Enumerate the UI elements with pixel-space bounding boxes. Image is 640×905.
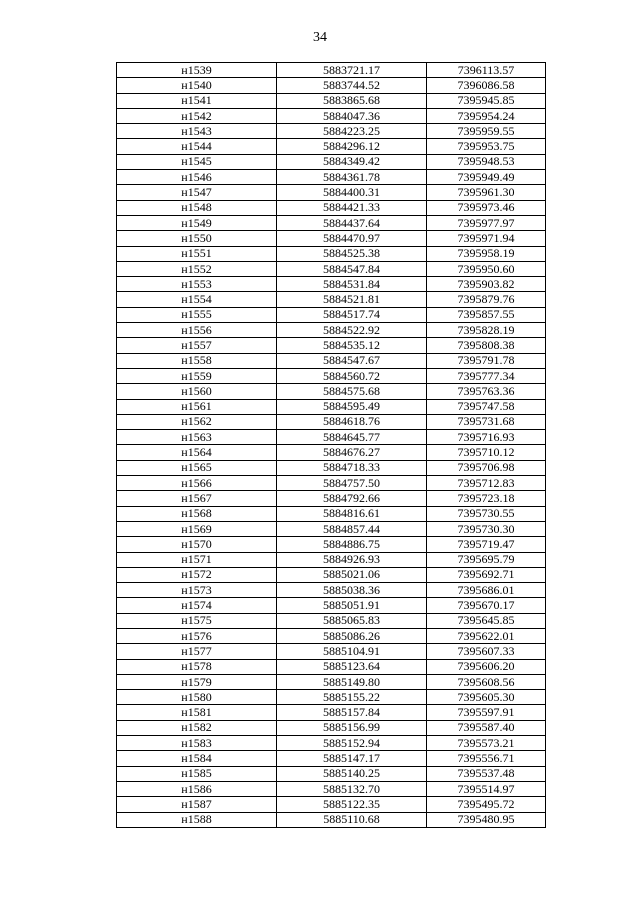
- point-id-cell: н1544: [117, 139, 277, 154]
- table-row: [117, 690, 546, 705]
- point-id-cell: н1540: [117, 78, 277, 93]
- coordinates-table-body: [117, 63, 546, 828]
- point-id-cell: н1585: [117, 766, 277, 781]
- table-row: [117, 63, 546, 78]
- point-id-cell: н1576: [117, 628, 277, 643]
- table-row: [117, 124, 546, 139]
- point-id-cell: н1582: [117, 720, 277, 735]
- x-coordinate-cell: 5884718.33: [277, 460, 427, 475]
- table-row: [117, 78, 546, 93]
- table-row: [117, 567, 546, 582]
- x-coordinate-cell: 5884645.77: [277, 430, 427, 445]
- point-id-cell: н1578: [117, 659, 277, 674]
- x-coordinate-cell: 5884575.68: [277, 384, 427, 399]
- x-coordinate-cell: 5884886.75: [277, 537, 427, 552]
- point-id-cell: н1561: [117, 399, 277, 414]
- y-coordinate-cell: 7395959.55: [427, 124, 546, 139]
- point-id-cell: н1539: [117, 63, 277, 78]
- y-coordinate-cell: 7395597.91: [427, 705, 546, 720]
- x-coordinate-cell: 5884857.44: [277, 521, 427, 536]
- table-row: [117, 445, 546, 460]
- table-row: [117, 812, 546, 827]
- y-coordinate-cell: 7395607.33: [427, 644, 546, 659]
- x-coordinate-cell: 5885157.84: [277, 705, 427, 720]
- point-id-cell: н1581: [117, 705, 277, 720]
- x-coordinate-cell: 5884525.38: [277, 246, 427, 261]
- y-coordinate-cell: 7395695.79: [427, 552, 546, 567]
- y-coordinate-cell: 7395948.53: [427, 154, 546, 169]
- table-row: [117, 644, 546, 659]
- y-coordinate-cell: 7395730.55: [427, 506, 546, 521]
- x-coordinate-cell: 5885051.91: [277, 598, 427, 613]
- table-row: [117, 338, 546, 353]
- table-row: [117, 476, 546, 491]
- y-coordinate-cell: 7395949.49: [427, 170, 546, 185]
- point-id-cell: н1563: [117, 430, 277, 445]
- table-row: [117, 414, 546, 429]
- table-row: [117, 93, 546, 108]
- table-row: [117, 598, 546, 613]
- table-row: [117, 261, 546, 276]
- x-coordinate-cell: 5885110.68: [277, 812, 427, 827]
- x-coordinate-cell: 5884535.12: [277, 338, 427, 353]
- y-coordinate-cell: 7395712.83: [427, 476, 546, 491]
- point-id-cell: н1556: [117, 323, 277, 338]
- y-coordinate-cell: 7395480.95: [427, 812, 546, 827]
- x-coordinate-cell: 5885123.64: [277, 659, 427, 674]
- point-id-cell: н1583: [117, 736, 277, 751]
- table-row: [117, 246, 546, 261]
- y-coordinate-cell: 7395686.01: [427, 583, 546, 598]
- x-coordinate-cell: 5884926.93: [277, 552, 427, 567]
- x-coordinate-cell: 5884470.97: [277, 231, 427, 246]
- point-id-cell: н1573: [117, 583, 277, 598]
- table-row: [117, 797, 546, 812]
- y-coordinate-cell: 7395747.58: [427, 399, 546, 414]
- x-coordinate-cell: 5885086.26: [277, 628, 427, 643]
- point-id-cell: н1571: [117, 552, 277, 567]
- table-row: [117, 552, 546, 567]
- x-coordinate-cell: 5885156.99: [277, 720, 427, 735]
- x-coordinate-cell: 5883721.17: [277, 63, 427, 78]
- table-row: [117, 353, 546, 368]
- y-coordinate-cell: 7395777.34: [427, 368, 546, 383]
- point-id-cell: н1584: [117, 751, 277, 766]
- point-id-cell: н1545: [117, 154, 277, 169]
- y-coordinate-cell: 7395606.20: [427, 659, 546, 674]
- point-id-cell: н1574: [117, 598, 277, 613]
- x-coordinate-cell: 5884618.76: [277, 414, 427, 429]
- y-coordinate-cell: 7395622.01: [427, 628, 546, 643]
- point-id-cell: н1557: [117, 338, 277, 353]
- coordinates-table: [116, 62, 546, 828]
- y-coordinate-cell: 7395950.60: [427, 261, 546, 276]
- point-id-cell: н1554: [117, 292, 277, 307]
- x-coordinate-cell: 5885021.06: [277, 567, 427, 582]
- point-id-cell: н1553: [117, 277, 277, 292]
- y-coordinate-cell: 7395573.21: [427, 736, 546, 751]
- x-coordinate-cell: 5883744.52: [277, 78, 427, 93]
- x-coordinate-cell: 5884349.42: [277, 154, 427, 169]
- x-coordinate-cell: 5884757.50: [277, 476, 427, 491]
- table-row: [117, 430, 546, 445]
- point-id-cell: н1559: [117, 368, 277, 383]
- y-coordinate-cell: 7395857.55: [427, 307, 546, 322]
- y-coordinate-cell: 7395645.85: [427, 613, 546, 628]
- x-coordinate-cell: 5885132.70: [277, 781, 427, 796]
- table-row: [117, 766, 546, 781]
- table-row: [117, 583, 546, 598]
- y-coordinate-cell: 7395977.97: [427, 215, 546, 230]
- point-id-cell: н1572: [117, 567, 277, 582]
- x-coordinate-cell: 5884437.64: [277, 215, 427, 230]
- table-row: [117, 200, 546, 215]
- x-coordinate-cell: 5884421.33: [277, 200, 427, 215]
- point-id-cell: н1555: [117, 307, 277, 322]
- x-coordinate-cell: 5884047.36: [277, 108, 427, 123]
- table-row: [117, 215, 546, 230]
- x-coordinate-cell: 5884517.74: [277, 307, 427, 322]
- point-id-cell: н1565: [117, 460, 277, 475]
- table-row: [117, 506, 546, 521]
- table-row: [117, 323, 546, 338]
- point-id-cell: н1588: [117, 812, 277, 827]
- table-row: [117, 170, 546, 185]
- x-coordinate-cell: 5885122.35: [277, 797, 427, 812]
- point-id-cell: н1558: [117, 353, 277, 368]
- table-row: [117, 368, 546, 383]
- x-coordinate-cell: 5884816.61: [277, 506, 427, 521]
- table-row: [117, 399, 546, 414]
- y-coordinate-cell: 7395605.30: [427, 690, 546, 705]
- y-coordinate-cell: 7395706.98: [427, 460, 546, 475]
- point-id-cell: н1560: [117, 384, 277, 399]
- table-row: [117, 751, 546, 766]
- y-coordinate-cell: 7395495.72: [427, 797, 546, 812]
- point-id-cell: н1570: [117, 537, 277, 552]
- point-id-cell: н1579: [117, 674, 277, 689]
- point-id-cell: н1550: [117, 231, 277, 246]
- point-id-cell: н1551: [117, 246, 277, 261]
- y-coordinate-cell: 7395710.12: [427, 445, 546, 460]
- point-id-cell: н1577: [117, 644, 277, 659]
- x-coordinate-cell: 5885149.80: [277, 674, 427, 689]
- point-id-cell: н1569: [117, 521, 277, 536]
- x-coordinate-cell: 5884531.84: [277, 277, 427, 292]
- page-number: 34: [313, 30, 327, 45]
- table-row: [117, 521, 546, 536]
- point-id-cell: н1549: [117, 215, 277, 230]
- x-coordinate-cell: 5885147.17: [277, 751, 427, 766]
- table-row: [117, 231, 546, 246]
- table-row: [117, 185, 546, 200]
- point-id-cell: н1562: [117, 414, 277, 429]
- y-coordinate-cell: 7395763.36: [427, 384, 546, 399]
- x-coordinate-cell: 5884560.72: [277, 368, 427, 383]
- table-row: [117, 537, 546, 552]
- x-coordinate-cell: 5884522.92: [277, 323, 427, 338]
- y-coordinate-cell: 7395945.85: [427, 93, 546, 108]
- point-id-cell: н1586: [117, 781, 277, 796]
- y-coordinate-cell: 7395723.18: [427, 491, 546, 506]
- point-id-cell: н1542: [117, 108, 277, 123]
- table-row: [117, 154, 546, 169]
- table-row: [117, 736, 546, 751]
- table-row: [117, 659, 546, 674]
- y-coordinate-cell: 7395731.68: [427, 414, 546, 429]
- point-id-cell: н1552: [117, 261, 277, 276]
- point-id-cell: н1566: [117, 476, 277, 491]
- point-id-cell: н1580: [117, 690, 277, 705]
- table-row: [117, 384, 546, 399]
- table-row: [117, 720, 546, 735]
- x-coordinate-cell: 5885155.22: [277, 690, 427, 705]
- point-id-cell: н1587: [117, 797, 277, 812]
- x-coordinate-cell: 5884521.81: [277, 292, 427, 307]
- x-coordinate-cell: 5884400.31: [277, 185, 427, 200]
- y-coordinate-cell: 7395961.30: [427, 185, 546, 200]
- y-coordinate-cell: 7395973.46: [427, 200, 546, 215]
- y-coordinate-cell: 7395692.71: [427, 567, 546, 582]
- x-coordinate-cell: 5884547.84: [277, 261, 427, 276]
- point-id-cell: н1548: [117, 200, 277, 215]
- point-id-cell: н1568: [117, 506, 277, 521]
- x-coordinate-cell: 5884296.12: [277, 139, 427, 154]
- table-row: [117, 705, 546, 720]
- y-coordinate-cell: 7395958.19: [427, 246, 546, 261]
- y-coordinate-cell: 7395730.30: [427, 521, 546, 536]
- x-coordinate-cell: 5884676.27: [277, 445, 427, 460]
- table-row: [117, 139, 546, 154]
- y-coordinate-cell: 7395719.47: [427, 537, 546, 552]
- y-coordinate-cell: 7395808.38: [427, 338, 546, 353]
- point-id-cell: н1541: [117, 93, 277, 108]
- x-coordinate-cell: 5885140.25: [277, 766, 427, 781]
- y-coordinate-cell: 7395971.94: [427, 231, 546, 246]
- table-row: [117, 491, 546, 506]
- point-id-cell: н1546: [117, 170, 277, 185]
- x-coordinate-cell: 5884361.78: [277, 170, 427, 185]
- y-coordinate-cell: 7395608.56: [427, 674, 546, 689]
- table-row: [117, 292, 546, 307]
- x-coordinate-cell: 5884595.49: [277, 399, 427, 414]
- y-coordinate-cell: 7395670.17: [427, 598, 546, 613]
- y-coordinate-cell: 7395791.78: [427, 353, 546, 368]
- point-id-cell: н1567: [117, 491, 277, 506]
- table-row: [117, 277, 546, 292]
- y-coordinate-cell: 7396113.57: [427, 63, 546, 78]
- point-id-cell: н1575: [117, 613, 277, 628]
- x-coordinate-cell: 5885038.36: [277, 583, 427, 598]
- table-row: [117, 108, 546, 123]
- y-coordinate-cell: 7395537.48: [427, 766, 546, 781]
- x-coordinate-cell: 5884223.25: [277, 124, 427, 139]
- table-row: [117, 460, 546, 475]
- y-coordinate-cell: 7395587.40: [427, 720, 546, 735]
- x-coordinate-cell: 5883865.68: [277, 93, 427, 108]
- table-row: [117, 674, 546, 689]
- y-coordinate-cell: 7395903.82: [427, 277, 546, 292]
- y-coordinate-cell: 7395879.76: [427, 292, 546, 307]
- table-row: [117, 781, 546, 796]
- point-id-cell: н1543: [117, 124, 277, 139]
- y-coordinate-cell: 7395556.71: [427, 751, 546, 766]
- x-coordinate-cell: 5884792.66: [277, 491, 427, 506]
- x-coordinate-cell: 5885152.94: [277, 736, 427, 751]
- y-coordinate-cell: 7395716.93: [427, 430, 546, 445]
- x-coordinate-cell: 5885065.83: [277, 613, 427, 628]
- y-coordinate-cell: 7395954.24: [427, 108, 546, 123]
- x-coordinate-cell: 5884547.67: [277, 353, 427, 368]
- table-row: [117, 613, 546, 628]
- table-row: [117, 307, 546, 322]
- y-coordinate-cell: 7396086.58: [427, 78, 546, 93]
- point-id-cell: н1547: [117, 185, 277, 200]
- y-coordinate-cell: 7395828.19: [427, 323, 546, 338]
- point-id-cell: н1564: [117, 445, 277, 460]
- x-coordinate-cell: 5885104.91: [277, 644, 427, 659]
- y-coordinate-cell: 7395514.97: [427, 781, 546, 796]
- table-row: [117, 628, 546, 643]
- y-coordinate-cell: 7395953.75: [427, 139, 546, 154]
